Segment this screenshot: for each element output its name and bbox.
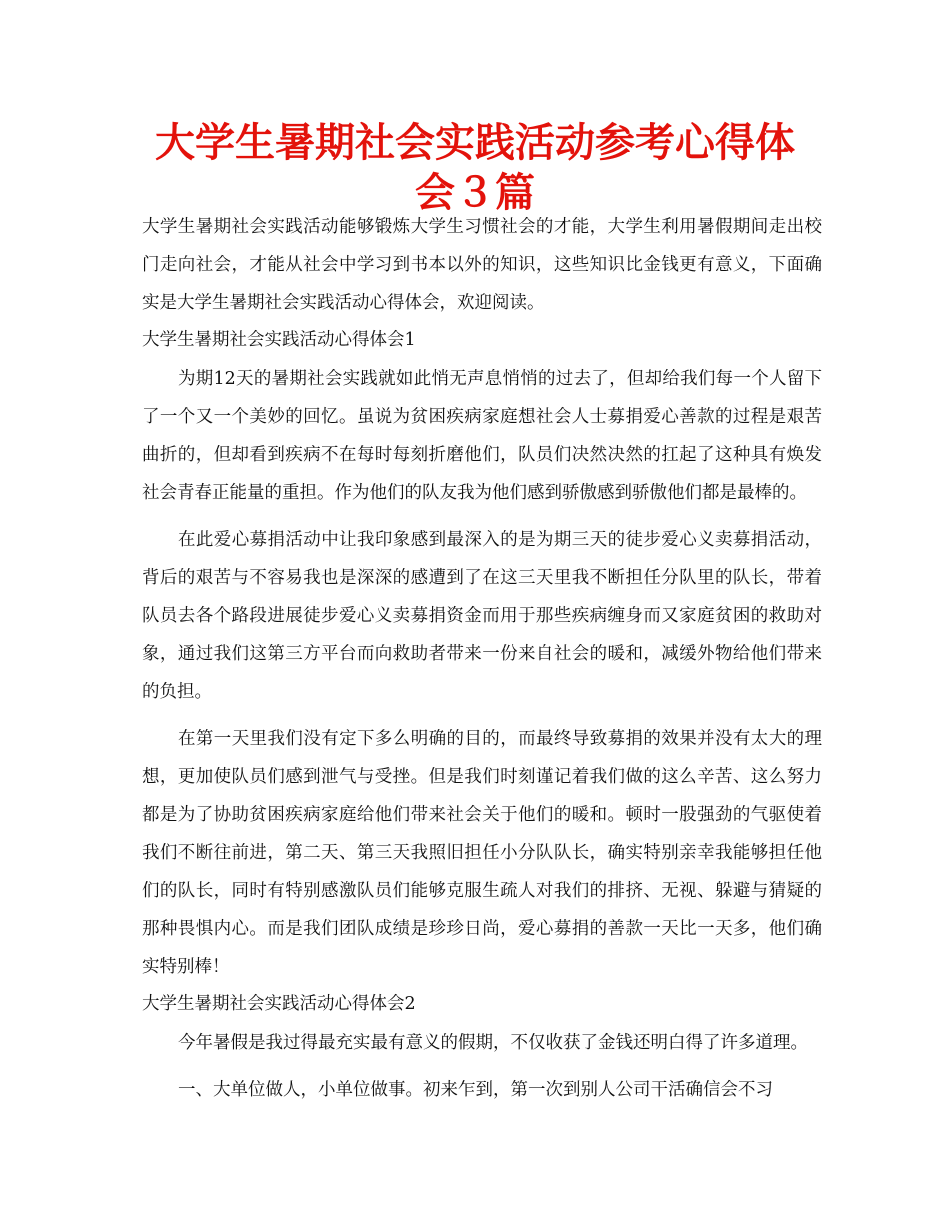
section-1-paragraph-1: 为期12天的暑期社会实践就如此悄无声息悄悄的过去了，但却给我们每一个人留下了一个又一个美妙的回忆。虽说为贫困疾病家庭想社会人士募捐爱心善款的过程是艰苦曲折的，但却看到疾病不在每时每刻折磨他们，队员们决然决然的扛起了这种具有焕发社会青春正能量的重担。作为他们的队友我为他们感到骄傲感到骄傲他们都是最棒的。 bbox=[142, 369, 822, 503]
section-2-heading: 大学生暑期社会实践活动心得体会2 bbox=[142, 994, 416, 1014]
section-2-paragraph-1: 今年暑假是我过得最充实最有意义的假期，不仅收获了金钱还明白得了许多道理。 bbox=[178, 1033, 808, 1053]
section-2-paragraph-2: 一、大单位做人，小单位做事。初来乍到，第一次到别人公司干活确信会不习 bbox=[178, 1080, 773, 1100]
section-1-paragraph-2: 在此爱心募捐活动中让我印象感到最深入的是为期三天的徒步爱心义卖募捐活动，背后的艰苦与不容易我也是深深的感遭到了在这三天里我不断担任分队里的队长，带着队员去各个路段进展徒步爱心义卖募捐资金而用于那些疾病缠身而又家庭贫困的救助对象，通过我们这第三方平台而向救助者带来一份来自社会的暖和，减缓外物给他们带来的负担。 bbox=[142, 530, 822, 702]
document-body bbox=[142, 208, 822, 1109]
intro-paragraph: 大学生暑期社会实践活动能够锻炼大学生习惯社会的才能，大学生利用暑假期间走出校门走向社会，才能从社会中学习到书本以外的知识，这些知识比金钱更有意义，下面确实是大学生暑期社会实践活动心得体会，欢迎阅读。 bbox=[142, 217, 822, 313]
document-title: 大学生暑期社会实践活动参考心得体会３篇 bbox=[155, 120, 795, 216]
section-1-heading: 大学生暑期社会实践活动心得体会1 bbox=[142, 330, 416, 350]
section-1-paragraph-3: 在第一天里我们没有定下多么明确的目的，而最终导致募捐的效果并没有太大的理想，更加使队员们感到泄气与受挫。但是我们时刻谨记着我们做的这么辛苦、这么努力都是为了协助贫困疾病家庭给他们带来社会关于他们的暖和。顿时一股强劲的气驱使着我们不断往前进，第二天、第三天我照旧担任小分队队长，确实特别亲幸我能够担任他们的队长，同时有特别感激队员们能够克服生疏人对我们的排挤、无视、躲避与猜疑的那种畏惧内心。而是我们团队成绩是珍珍日尚，爱心募捐的善款一天比一天多，他们确实特别棒！ bbox=[142, 729, 822, 977]
